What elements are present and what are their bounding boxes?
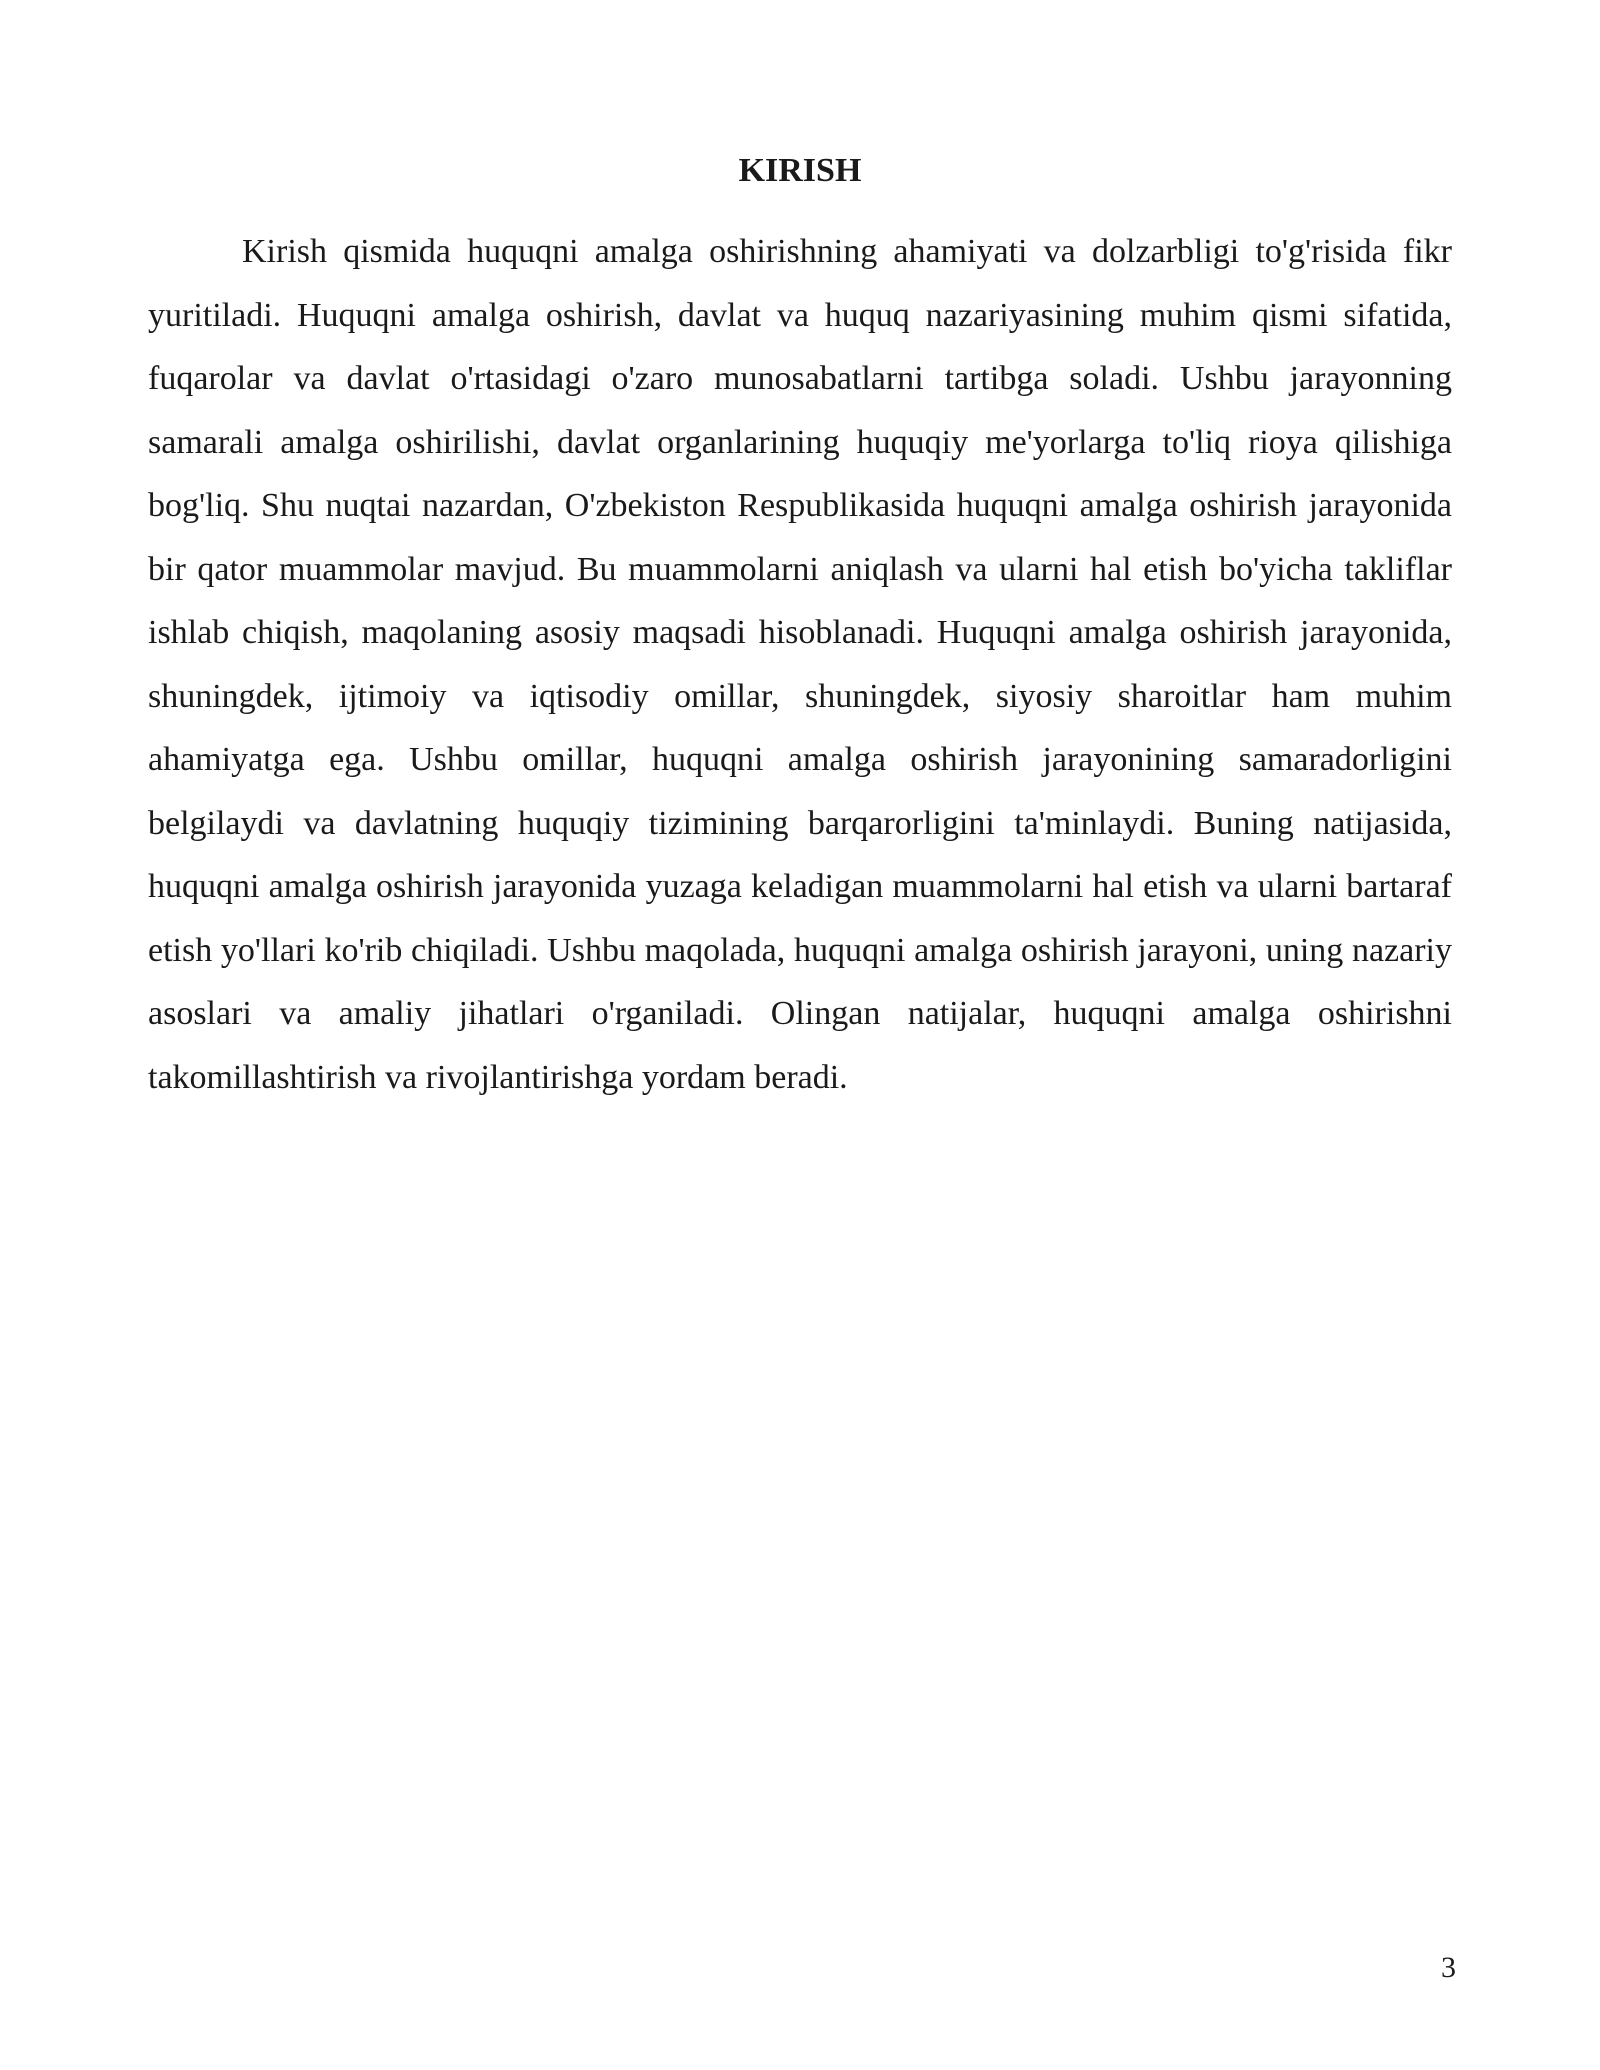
page-number: 3 (1441, 1951, 1456, 1984)
section-heading: KIRISH (738, 152, 862, 189)
body-paragraph: Kirish qismida huquqni amalga oshirishning ahamiyati va dolzarbligi to'g'risida fikr yuritiladi. Huquqni amalga oshirish, davlat va huquq nazariyasining muhim qismi sifatida, fuqarolar va davlat o'rtasidagi o'zaro munosabatlarni tartibga soladi. Ushbu jarayonning samarali amalga oshirilishi, davlat organlarining huquqiy me'yorlarga to'liq rioya qilishiga bog'liq. Shu nuqtai nazardan, O'zbekiston Respublikasida huquqni amalga oshirish jarayonida bir qator muammolar mavjud. Bu muammolarni aniqlash va ularni hal etish bo'yicha takliflar ishlab chiqish, maqolaning asosiy maqsadi hisoblanadi. Huquqni amalga oshirish jarayonida, shuningdek, ijtimoiy va iqtisodiy omillar, shuningdek, siyosiy sharoitlar ham muhim ahamiyatga ega. Ushbu omillar, huquqni amalga oshirish jarayonining samaradorligini belgilaydi va davlatning huquqiy tizimining barqarorligini ta'minlaydi. Buning natijasida, huquqni amalga oshirish jarayonida yuzaga keladigan muammolarni hal etish va ularni bartaraf etish yo'llari ko'rib chiqiladi. Ushbu maqolada, huquqni amalga oshirish jarayoni, uning nazariy asoslari va amaliy jihatlari o'rganiladi. Olingan natijalar, huquqni amalga oshirishni takomillashtirish va rivojlantirishga yordam beradi. (148, 233, 1452, 1096)
